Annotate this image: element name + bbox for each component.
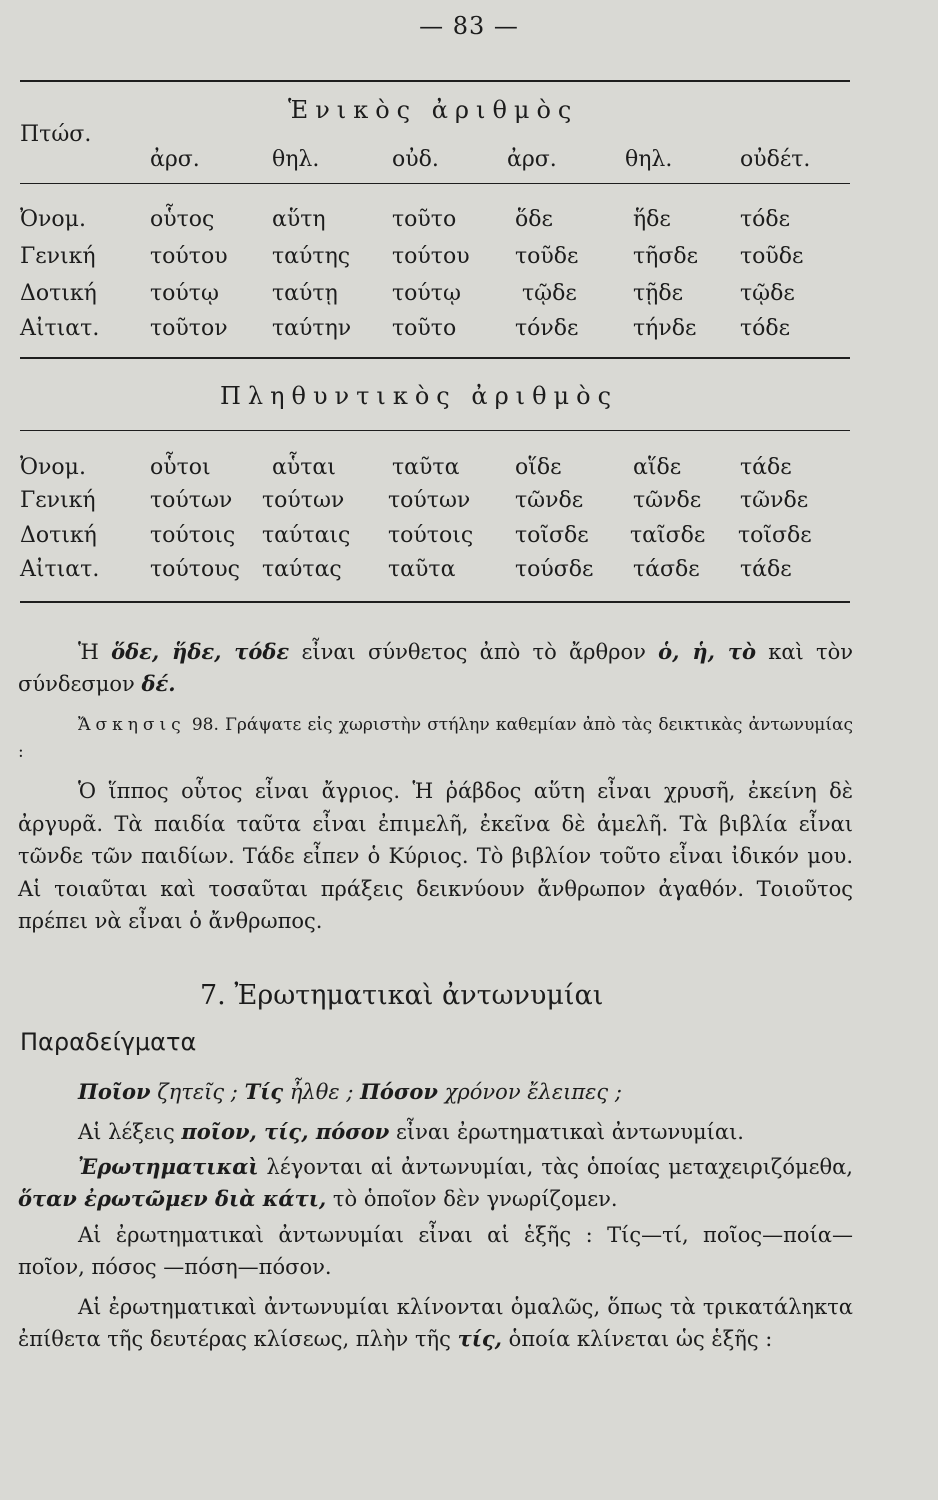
gender-header: θηλ.	[272, 147, 320, 172]
table-cell: τῶνδε	[740, 488, 809, 513]
table-top-rule	[20, 80, 850, 82]
paragraph-text: ὁποία κλίνεται ὡς ἑξῆς :	[508, 1327, 773, 1351]
note-paragraph	[18, 636, 853, 700]
table-cell: τούτῳ	[150, 281, 219, 306]
paragraph-emphasis: τίς,	[457, 1326, 502, 1351]
table-cell: τῶνδε	[515, 488, 584, 513]
paragraph-text: Αἱ ἐρωτηματικαὶ ἀντωνυμίαι εἶναι αἱ ἑξῆς : Τίς—τί, ποῖος—ποία—ποῖον, πόσος —πόση—πόσον.	[18, 1223, 853, 1279]
declension-paragraph	[18, 1291, 853, 1355]
table-cell: ταύταις	[262, 523, 351, 548]
table-cell: τοῖσδε	[515, 523, 589, 548]
table-cell: τῇδε	[633, 281, 683, 306]
section-title: 7. Ἐρωτηματικαὶ ἀντωνυμίαι	[200, 980, 604, 1011]
table-cell: τοῦτον	[150, 316, 228, 341]
paragraph-text: Αἱ ἐρωτηματικαὶ ἀντωνυμίαι κλίνονται ὁμαλῶς, ὅπως τὰ τρικατάληκτα ἐπίθετα τῆς δευτέρας κλίσεως, πλὴν τῆς	[18, 1295, 853, 1351]
plural-title-rule	[20, 430, 850, 431]
case-label: Γενική	[20, 488, 96, 513]
table-cell: τούτοις	[388, 523, 474, 548]
page-number: — 83 —	[419, 12, 519, 40]
note-emphasis: δέ.	[141, 671, 176, 696]
table-cell: ταύτης	[272, 244, 351, 269]
exercise-text	[18, 775, 853, 938]
case-column-header: Πτώσ.	[20, 122, 92, 147]
example-text: χρόνον ἔλειπες ;	[444, 1080, 622, 1104]
exercise-label: Ἄσκησις	[78, 715, 186, 735]
exercise-instruction-text: 98. Γράψατε εἰς χωριστὴν στήλην καθεμίαν ἀπὸ τὰς δεικτικὰς ἀντωνυμίας :	[18, 715, 853, 762]
table-cell: τούτων	[262, 488, 345, 513]
explanation-paragraph	[18, 1151, 853, 1215]
case-label: Δοτική	[20, 281, 97, 306]
table-cell: οὗτοι	[150, 455, 211, 480]
table-cell: ταύτῃ	[272, 281, 338, 306]
gender-header: οὐδ.	[392, 147, 439, 172]
table-cell: τῶνδε	[633, 488, 702, 513]
case-label: Γενική	[20, 244, 96, 269]
definition-paragraph	[18, 1116, 853, 1148]
table-cell: τούτῳ	[392, 281, 461, 306]
singular-bottom-rule	[20, 357, 850, 359]
note-text: καὶ τὸν σύνδεσμον	[18, 640, 854, 696]
example-text: ἦλθε ;	[289, 1080, 354, 1104]
paragraph-text: Αἱ λέξεις	[78, 1120, 175, 1144]
list-paragraph	[18, 1219, 853, 1283]
table-cell: ταῦτα	[392, 455, 460, 480]
case-label: Αἰτιατ.	[20, 316, 100, 341]
case-label: Ὀνομ.	[20, 455, 86, 480]
table-cell: τοῦτο	[392, 316, 457, 341]
table-cell: αἵδε	[633, 455, 682, 480]
table-cell: τούτοις	[150, 523, 236, 548]
note-text: Ἡ	[78, 640, 99, 664]
examples-heading: Παραδείγματα	[20, 1028, 197, 1056]
header-rule	[20, 183, 850, 184]
table-cell: ταύτας	[262, 557, 342, 582]
table-cell: ταύτην	[272, 316, 352, 341]
table-cell: τούτου	[392, 244, 470, 269]
case-label: Αἰτιατ.	[20, 557, 100, 582]
table-cell: τούτων	[388, 488, 471, 513]
table-cell: τόνδε	[515, 316, 579, 341]
example-pronoun: Πόσον	[360, 1079, 439, 1104]
table-cell: τοῦτο	[392, 207, 457, 232]
table-cell: τοῦδε	[515, 244, 579, 269]
table-cell: τοῦδε	[740, 244, 804, 269]
table-cell: τοῖσδε	[738, 523, 812, 548]
table-cell: ὅδε	[515, 207, 553, 232]
plural-title: Πληθυντικὸς ἀριθμὸς	[220, 382, 619, 410]
table-cell: τῷδε	[740, 281, 795, 306]
paragraph-emphasis: ὅταν ἐρωτῶμεν διὰ κάτι,	[18, 1186, 327, 1211]
table-cell: οὗτος	[150, 207, 215, 232]
example-pronoun: Ποῖον	[78, 1079, 151, 1104]
paragraph-text: εἶναι ἐρωτηματικαὶ ἀντωνυμίαι.	[395, 1120, 744, 1144]
exercise-body: Ὁ ἵππος οὗτος εἶναι ἄγριος. Ἡ ῥάβδος αὕτη εἶναι χρυσῆ, ἐκείνη δὲ ἀργυρᾶ. Τὰ παιδία ταῦτα εἶναι ἐπιμελῆ, ἐκεῖνα δὲ ἀμελῆ. Τὰ βιβλία εἶναι τῶνδε τῶν παιδίων. Τάδε εἶπεν ὁ Κύριος. Τὸ βιβλίον τοῦτο εἶναι ἰδικόν μου. Αἱ τοιαῦται καὶ τοσαῦται πράξεις δεικνύουν ἄνθρωπον ἀγαθόν. Τοιοῦτος πρέπει νὰ εἶναι ὁ ἄνθρωπος.	[18, 779, 853, 933]
paragraph-emphasis: Ἐρωτηματικαὶ	[78, 1154, 259, 1179]
example-pronoun: Τίς	[244, 1079, 284, 1104]
table-cell: τάδε	[740, 455, 792, 480]
table-cell: αὗται	[272, 455, 336, 480]
example-text: ζητεῖς ;	[157, 1080, 238, 1104]
case-label: Ὀνομ.	[20, 207, 86, 232]
gender-header: ἀρσ.	[507, 147, 557, 172]
table-cell: ἥδε	[633, 207, 671, 232]
example-questions	[18, 1076, 853, 1108]
paragraph-emphasis: ποῖον, τίς, πόσον	[181, 1119, 390, 1144]
note-emphasis: ὁ, ἡ, τὸ	[658, 639, 756, 664]
table-cell: τούτου	[150, 244, 228, 269]
paragraph-text: λέγονται αἱ ἀντωνυμίαι, τὰς ὁποίας μεταχειριζόμεθα,	[266, 1155, 853, 1179]
table-cell: τόδε	[740, 316, 791, 341]
table-cell: αὕτη	[272, 207, 326, 232]
singular-title: Ἑνικὸς ἀριθμὸς	[288, 96, 579, 124]
gender-header: ἀρσ.	[150, 147, 200, 172]
table-cell: τήνδε	[633, 316, 697, 341]
case-label: Δοτική	[20, 523, 97, 548]
table-cell: τάδε	[740, 557, 792, 582]
note-emphasis: ὅδε, ἥδε, τόδε	[111, 639, 290, 664]
table-cell: τούτων	[150, 488, 233, 513]
paragraph-text: τὸ ὁποῖον δὲν γνωρίζομεν.	[332, 1187, 618, 1211]
table-cell: τῷδε	[522, 281, 577, 306]
table-cell: τῆσδε	[633, 244, 699, 269]
table-cell: τούσδε	[515, 557, 594, 582]
table-bottom-rule	[20, 601, 850, 603]
exercise-instruction	[18, 712, 853, 766]
gender-header: οὐδέτ.	[740, 147, 811, 172]
table-cell: τάσδε	[633, 557, 700, 582]
table-cell: οἵδε	[515, 455, 562, 480]
table-cell: τούτους	[150, 557, 240, 582]
table-cell: ταῖσδε	[630, 523, 706, 548]
gender-header: θηλ.	[625, 147, 673, 172]
note-text: εἶναι σύνθετος ἀπὸ τὸ ἄρθρον	[301, 640, 646, 664]
table-cell: ταῦτα	[388, 557, 456, 582]
table-cell: τόδε	[740, 207, 791, 232]
